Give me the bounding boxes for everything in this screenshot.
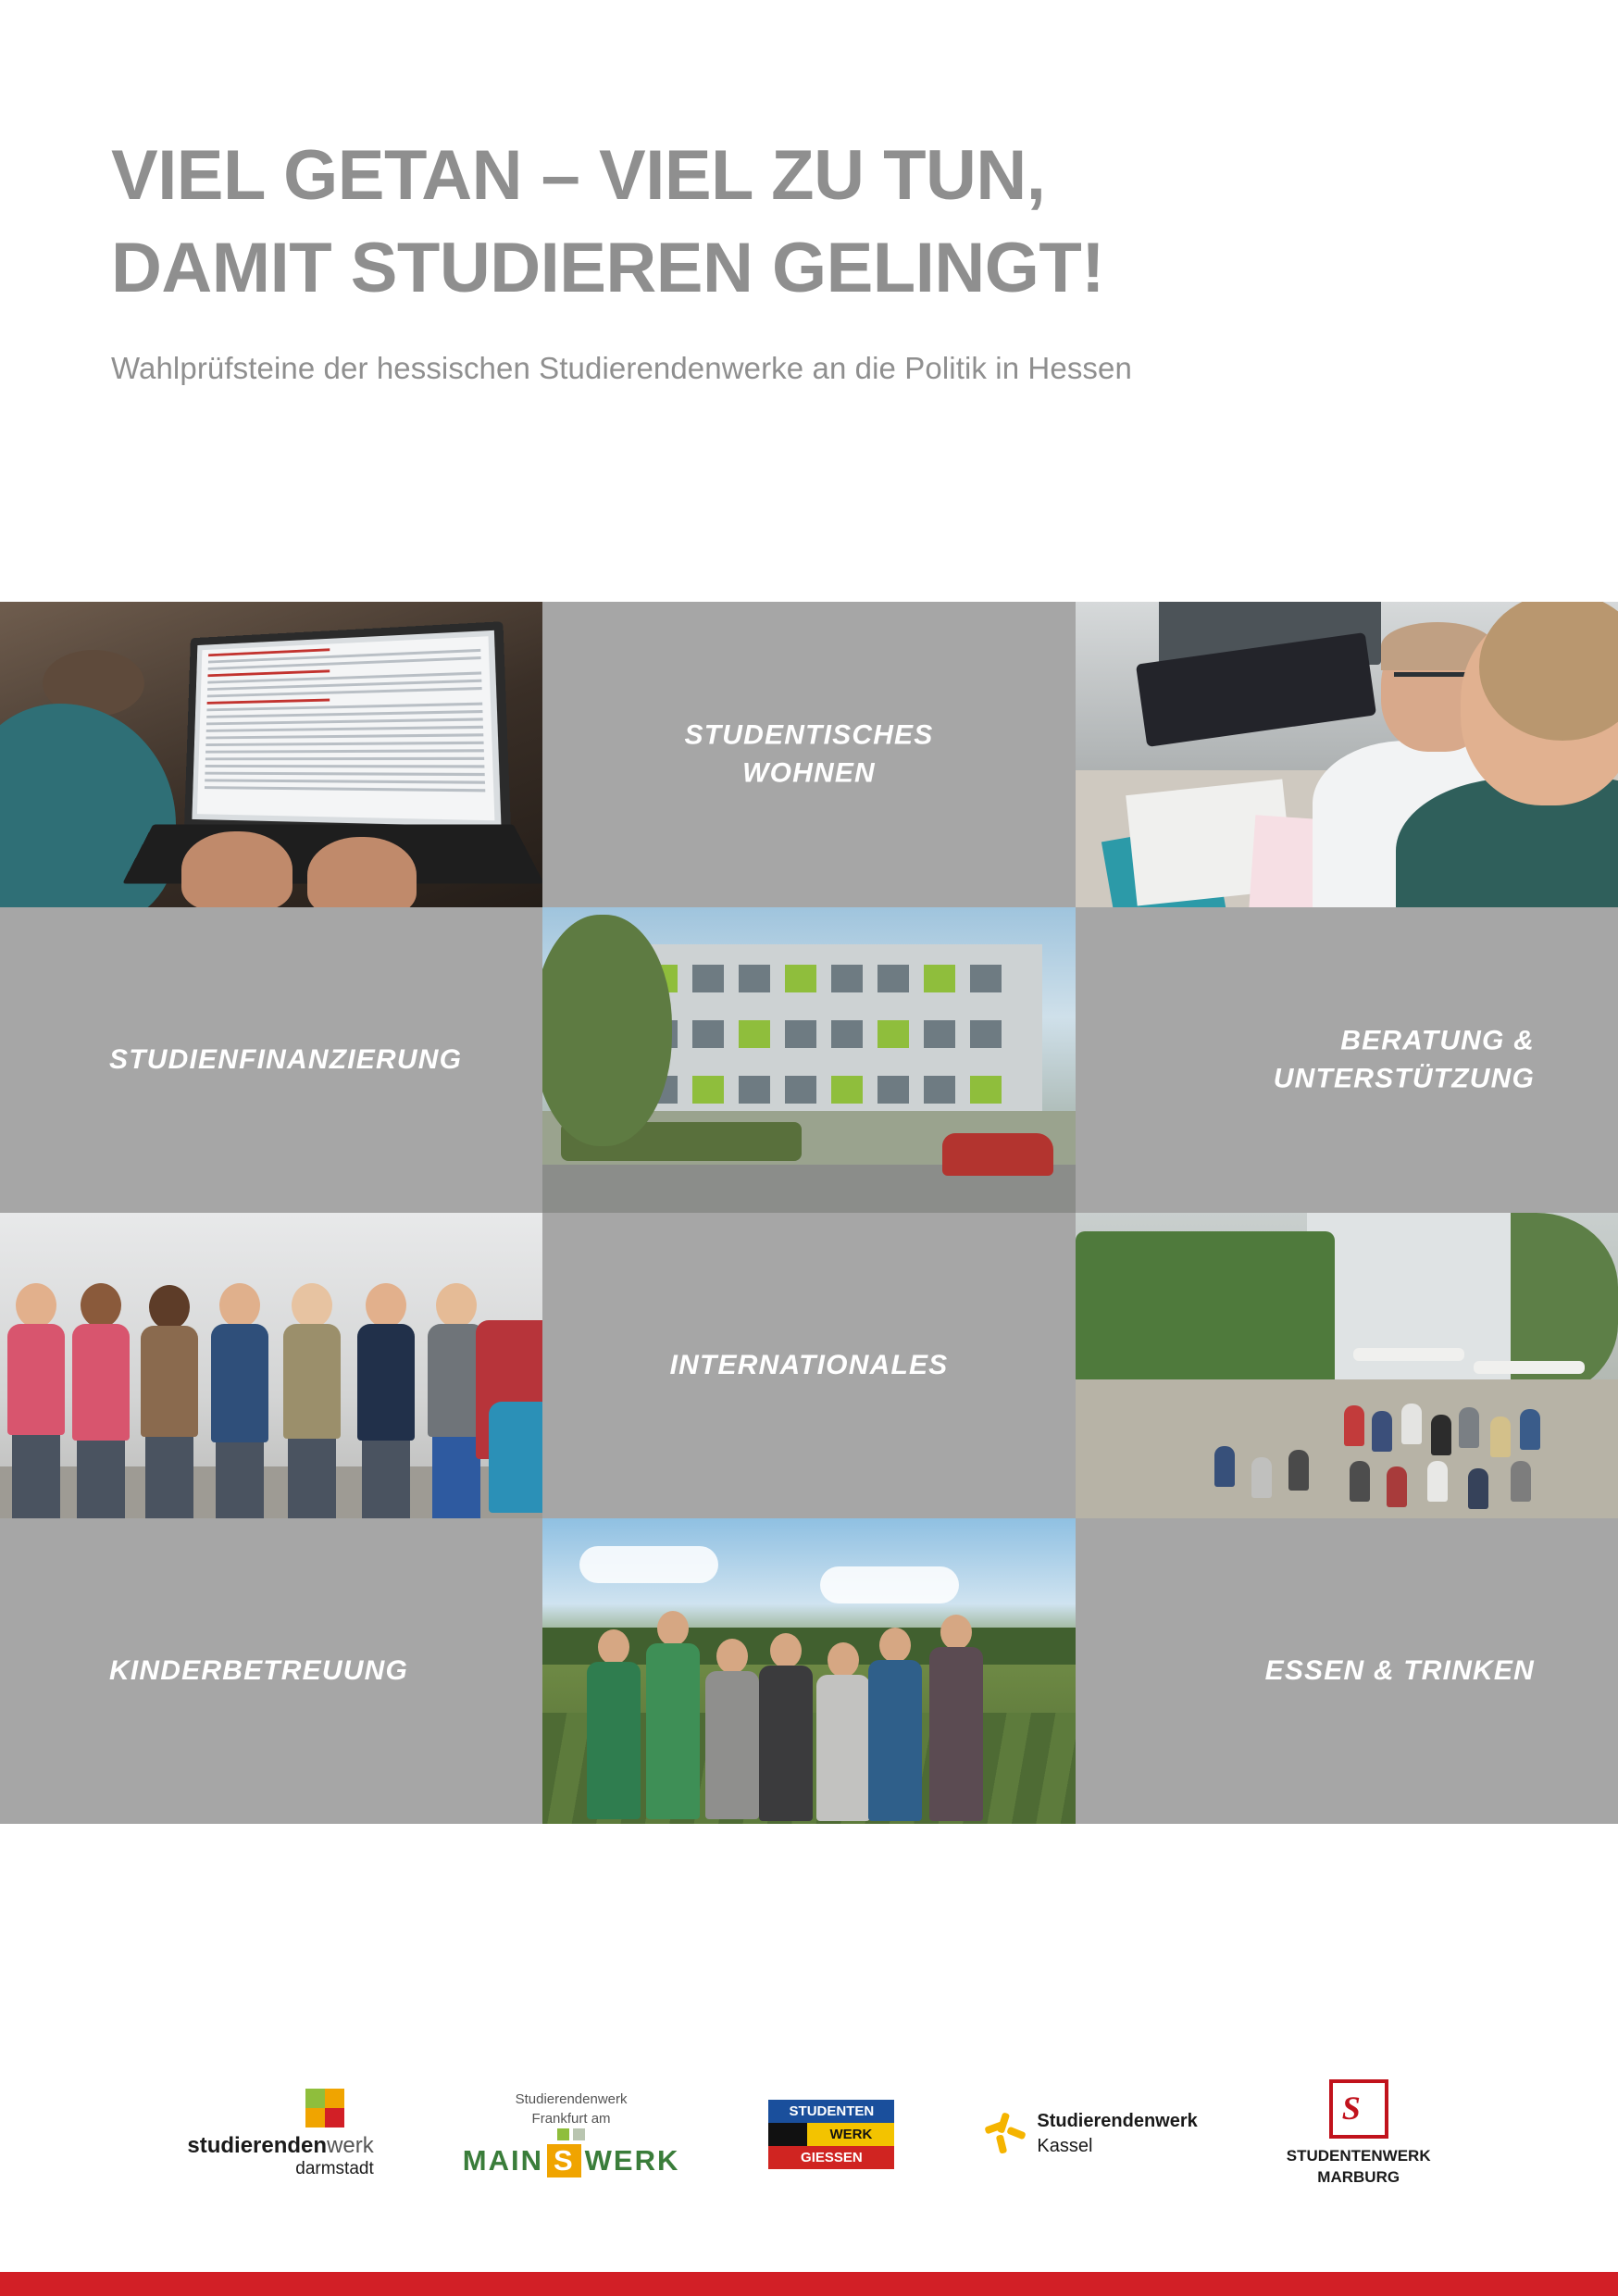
tile-label-essen: ESSEN & TRINKEN xyxy=(1264,1654,1535,1686)
tile-kinderbetreuung xyxy=(0,1518,542,1824)
photo-campus-terrace xyxy=(1076,1213,1618,1518)
photo-counselling-session xyxy=(1076,602,1618,907)
logo-marburg-wordmark xyxy=(1287,2146,1431,2189)
marburg-monogram-letter: S xyxy=(1341,2090,1361,2128)
tile-label-kinderbetreuung: KINDERBETREUUNG xyxy=(109,1654,409,1686)
hand-left-shape xyxy=(181,831,292,907)
page-subtitle: Wahlprüfsteine der hessischen Studierendenwerke an die Politik in Hessen xyxy=(111,350,1132,385)
tile-photo-kinder xyxy=(0,1213,542,1518)
photo-student-housing xyxy=(542,907,1076,1213)
frankfurt-dots-icon xyxy=(557,2128,585,2140)
tile-studentisches-wohnen xyxy=(542,602,1076,907)
tile-label-beratung-line1: BERATUNG & xyxy=(1340,1025,1535,1056)
logo-marburg-line2: MARBURG xyxy=(1317,2168,1400,2186)
tile-essen-trinken xyxy=(1076,1518,1618,1824)
tile-label-studienfinanzierung: STUDIENFINANZIERUNG xyxy=(109,1043,463,1075)
tile-beratung-unterstuetzung xyxy=(1076,907,1618,1213)
cloud-1 xyxy=(579,1546,718,1583)
logo-darmstadt-wordmark xyxy=(187,2133,373,2159)
tile-photo-beratung xyxy=(1076,602,1618,907)
photo-strawberry-field-group xyxy=(542,1518,1076,1824)
logo-darmstadt-city: darmstadt xyxy=(295,2159,374,2178)
cloud-2 xyxy=(820,1566,959,1603)
page-header xyxy=(0,0,1618,386)
logo-studierendenwerk-kassel xyxy=(983,2109,1197,2159)
tile-photo-laptop xyxy=(0,602,542,907)
tile-label-beratung xyxy=(1076,1023,1618,1098)
tile-photo-erdbeerfeld xyxy=(542,1518,1076,1824)
logo-frankfurt-wordmark xyxy=(463,2144,680,2177)
kassel-spark-icon xyxy=(983,2113,1026,2155)
photo-children-group xyxy=(0,1213,542,1518)
logo-frankfurt-subtitle xyxy=(516,2090,628,2128)
hand-right-shape xyxy=(307,837,417,907)
tree-shape xyxy=(542,915,672,1146)
tile-photo-campus xyxy=(1076,1213,1618,1518)
logo-kassel-wordmark xyxy=(1037,2109,1197,2159)
logo-frankfurt-s: S xyxy=(547,2144,581,2177)
application-form xyxy=(197,636,494,820)
logo-giessen-middle xyxy=(768,2123,894,2146)
logo-studentenwerk-giessen xyxy=(768,2100,894,2169)
logo-studierendenwerk-frankfurt xyxy=(463,2090,680,2177)
tile-label-wohnen-line2: WOHNEN xyxy=(742,757,876,788)
marburg-monogram-icon xyxy=(1329,2079,1388,2139)
logo-frankfurt-werk: WERK xyxy=(584,2143,680,2177)
topic-tile-grid xyxy=(0,602,1618,1824)
giessen-black-block xyxy=(768,2123,807,2146)
tile-studienfinanzierung xyxy=(0,907,542,1213)
logo-darmstadt-word-thin: werk xyxy=(327,2133,374,2158)
page-title-line-2: DAMIT STUDIEREN GELINGT! xyxy=(111,229,1105,308)
car-shape xyxy=(942,1133,1053,1176)
logo-darmstadt-word-bold: studierenden xyxy=(187,2133,328,2158)
logo-studentenwerk-marburg xyxy=(1287,2079,1431,2189)
logo-kassel-line1: Studierendenwerk xyxy=(1037,2111,1198,2131)
tile-internationales xyxy=(542,1213,1076,1518)
photo-bafoeg-laptop xyxy=(0,602,542,907)
page-title xyxy=(111,130,1507,316)
tile-label-beratung-line2: UNTERSTÜTZUNG xyxy=(1273,1063,1535,1093)
logo-frankfurt-line2: Frankfurt am xyxy=(531,2110,611,2127)
logo-marburg-line1: STUDENTENWERK xyxy=(1286,2147,1431,2165)
logo-kassel-line2: Kassel xyxy=(1037,2136,1093,2156)
laptop-screen xyxy=(184,621,511,836)
tile-label-internationales: INTERNATIONALES xyxy=(669,1349,949,1380)
tile-label-wohnen xyxy=(542,718,1076,792)
bottom-accent-bar xyxy=(0,2272,1618,2296)
logo-giessen-line3: GIESSEN xyxy=(768,2146,894,2169)
parasol-1 xyxy=(1353,1348,1464,1361)
tile-label-wohnen-line1: STUDENTISCHES xyxy=(684,719,934,751)
partner-logo-bar xyxy=(0,2065,1618,2203)
logo-giessen-line1: STUDENTEN xyxy=(768,2100,894,2123)
logo-giessen-line2: WERK xyxy=(807,2123,894,2146)
logo-studierendenwerk-darmstadt xyxy=(187,2089,373,2179)
parasol-2 xyxy=(1474,1361,1585,1374)
darmstadt-mark-icon xyxy=(305,2089,344,2128)
page-title-line-1: VIEL GETAN – VIEL ZU TUN, xyxy=(111,136,1046,215)
logo-frankfurt-line1: Studierendenwerk xyxy=(515,2091,628,2108)
tile-photo-wohnheim xyxy=(542,907,1076,1213)
logo-frankfurt-main: MAIN xyxy=(462,2143,543,2177)
